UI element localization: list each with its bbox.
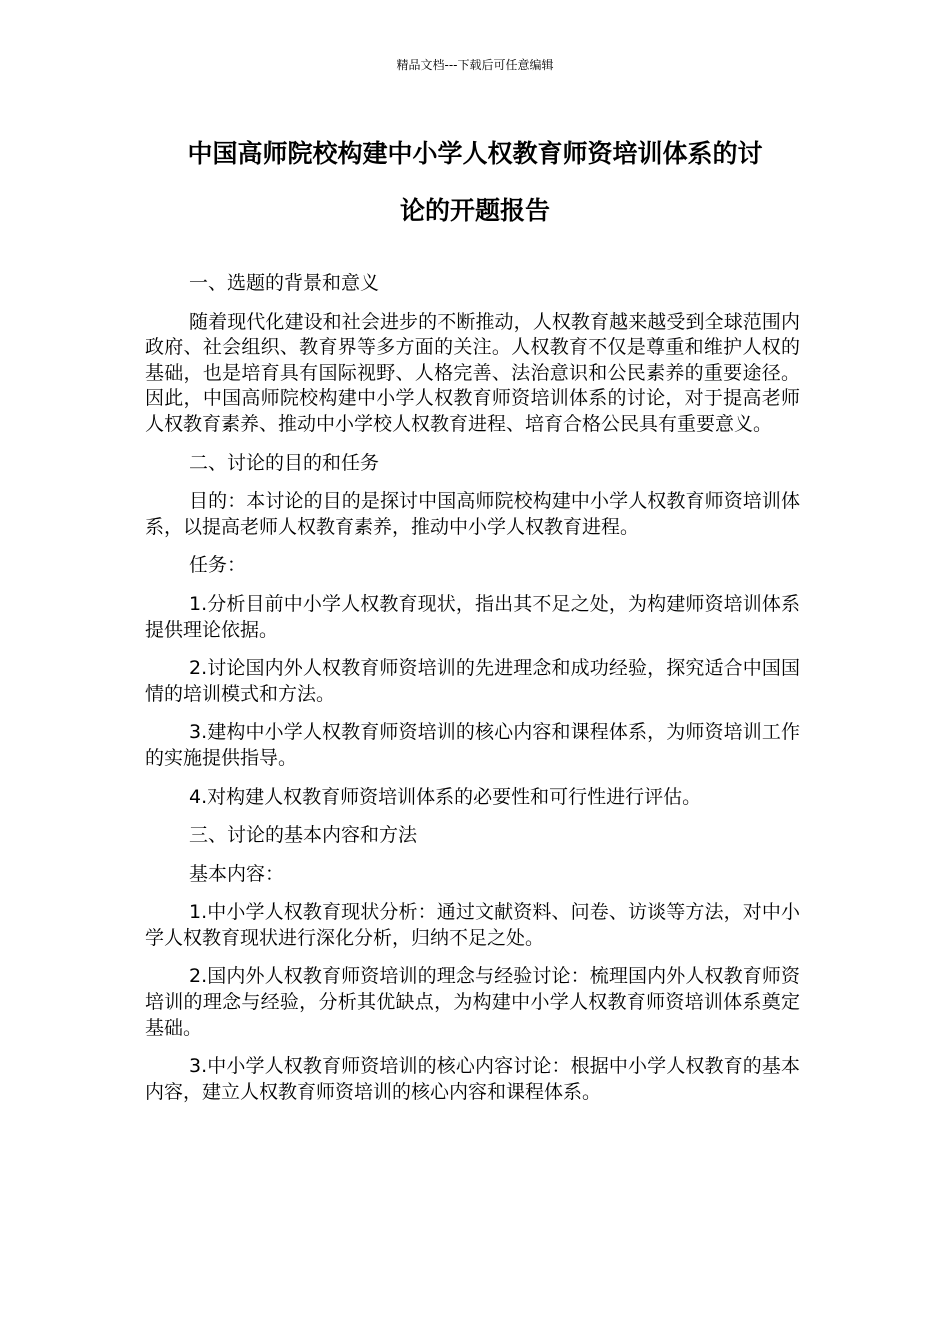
document-title-line-1: 中国高师院校构建中小学人权教育师资培训体系的讨 [187, 139, 763, 168]
content-item-3: 3.中小学人权教育师资培训的核心内容讨论：根据中小学人权教育的基本内容，建立人权教育师资培训的核心内容和课程体系。 [145, 1055, 800, 1103]
basic-content-label: 基本内容： [189, 862, 285, 885]
task-item-4: 4.对构建人权教育师资培训体系的必要性和可行性进行评估。 [189, 785, 702, 808]
header-note: 精品文档---下载后可任意编辑 [396, 58, 554, 72]
content-item-2: 2.国内外人权教育师资培训的理念与经验讨论：梳理国内外人权教育师资培训的理念与经验，分析其优缺点，为构建中小学人权教育师资培训体系奠定基础。 [145, 965, 800, 1039]
task-item-1: 1.分析目前中小学人权教育现状，指出其不足之处，为构建师资培训体系提供理论依据。 [145, 592, 800, 641]
section-heading-content-methods: 三、讨论的基本内容和方法 [189, 824, 418, 847]
section-heading-background: 一、选题的背景和意义 [189, 272, 380, 294]
section-heading-purpose: 二、讨论的目的和任务 [189, 451, 380, 474]
content-item-1: 1.中小学人权教育现状分析：通过文献资料、问卷、访谈等方法，对中小学人权教育现状进行深化分析，归纳不足之处。 [145, 901, 800, 949]
paragraph-background: 随着现代化建设和社会进步的不断推动，人权教育越来越受到全球范围内政府、社会组织、教育界等多方面的关注。人权教育不仅是尊重和维护人权的基础，也是培育具有国际视野、人格完善、法治意识和公民素养的重要途径。因此，中国高师院校构建中小学人权教育师资培训体系的讨论，对于提高老师人权教育素养、推动中小学校人权教育进程、培育合格公民具有重要意义。 [145, 310, 800, 435]
paragraph-purpose: 目的：本讨论的目的是探讨中国高师院校构建中小学人权教育师资培训体系，以提高老师人权教育素养，推动中小学人权教育进程。 [145, 490, 800, 538]
task-item-2: 2.讨论国内外人权教育师资培训的先进理念和成功经验，探究适合中国国情的培训模式和方法。 [145, 657, 800, 705]
tasks-label: 任务： [189, 554, 247, 577]
document-body [145, 271, 800, 1118]
task-item-3: 3.建构中小学人权教育师资培训的核心内容和课程体系，为师资培训工作的实施提供指导。 [145, 721, 800, 769]
document-title-line-2: 论的开题报告 [399, 196, 550, 225]
